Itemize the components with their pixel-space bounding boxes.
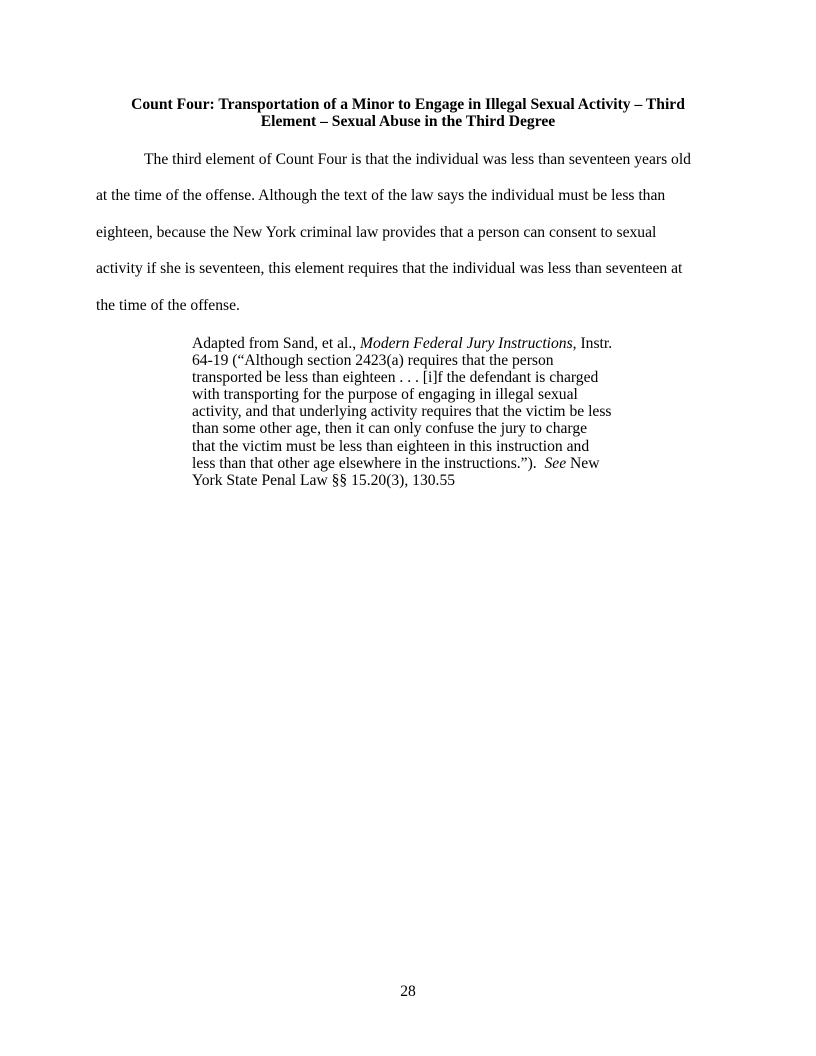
citation-line-5: activity, and that underlying activity requires that the victim be less <box>192 403 612 421</box>
citation-see-signal: See <box>544 454 567 472</box>
body-line-4: activity if she is seventeen, this element requires that the individual was less than seventeen at <box>96 260 683 277</box>
page-number: 28 <box>400 983 416 1000</box>
citation-line-8-prefix: less than that other age elsewhere in the instructions.”). <box>192 454 545 472</box>
heading-line-1: Count Four: Transportation of a Minor to Engage in Illegal Sexual Activity – Third <box>131 96 685 113</box>
citation-line-1-prefix: Adapted from Sand, et al., <box>192 335 361 352</box>
citation-line-1-suffix: , Instr. <box>572 335 613 352</box>
citation-line-9: York State Penal Law §§ 15.20(3), 130.55 <box>192 471 456 489</box>
heading-line-2: Element – Sexual Abuse in the Third Degree <box>260 113 556 130</box>
citation-line-8-suffix: New <box>566 454 600 472</box>
body-line-1: The third element of Count Four is that the individual was less than seventeen years old <box>144 151 691 168</box>
body-line-2: at the time of the offense. Although the text of the law says the individual must be less than <box>96 187 666 204</box>
citation-line-1 <box>192 335 632 352</box>
citation-line-4: with transporting for the purpose of engaging in illegal sexual <box>192 386 578 404</box>
body-line-5: the time of the offense. <box>96 297 240 314</box>
citation-line-7: that the victim must be less than eighteen in this instruction and <box>192 437 590 455</box>
citation-block <box>192 335 632 489</box>
citation-line-6: than some other age, then it can only confuse the jury to charge <box>192 420 588 438</box>
section-heading <box>96 96 720 130</box>
citation-line-3: transported be less than eighteen . . . [i]f the defendant is charged <box>192 369 599 387</box>
citation-source-title: Modern Federal Jury Instructions <box>360 335 573 352</box>
citation-line-2: 64-19 (“Although section 2423(a) requires that the person <box>192 352 554 370</box>
citation-line-8 <box>192 455 632 472</box>
body-line-3: eighteen, because the New York criminal law provides that a person can consent to sexual <box>96 224 657 241</box>
